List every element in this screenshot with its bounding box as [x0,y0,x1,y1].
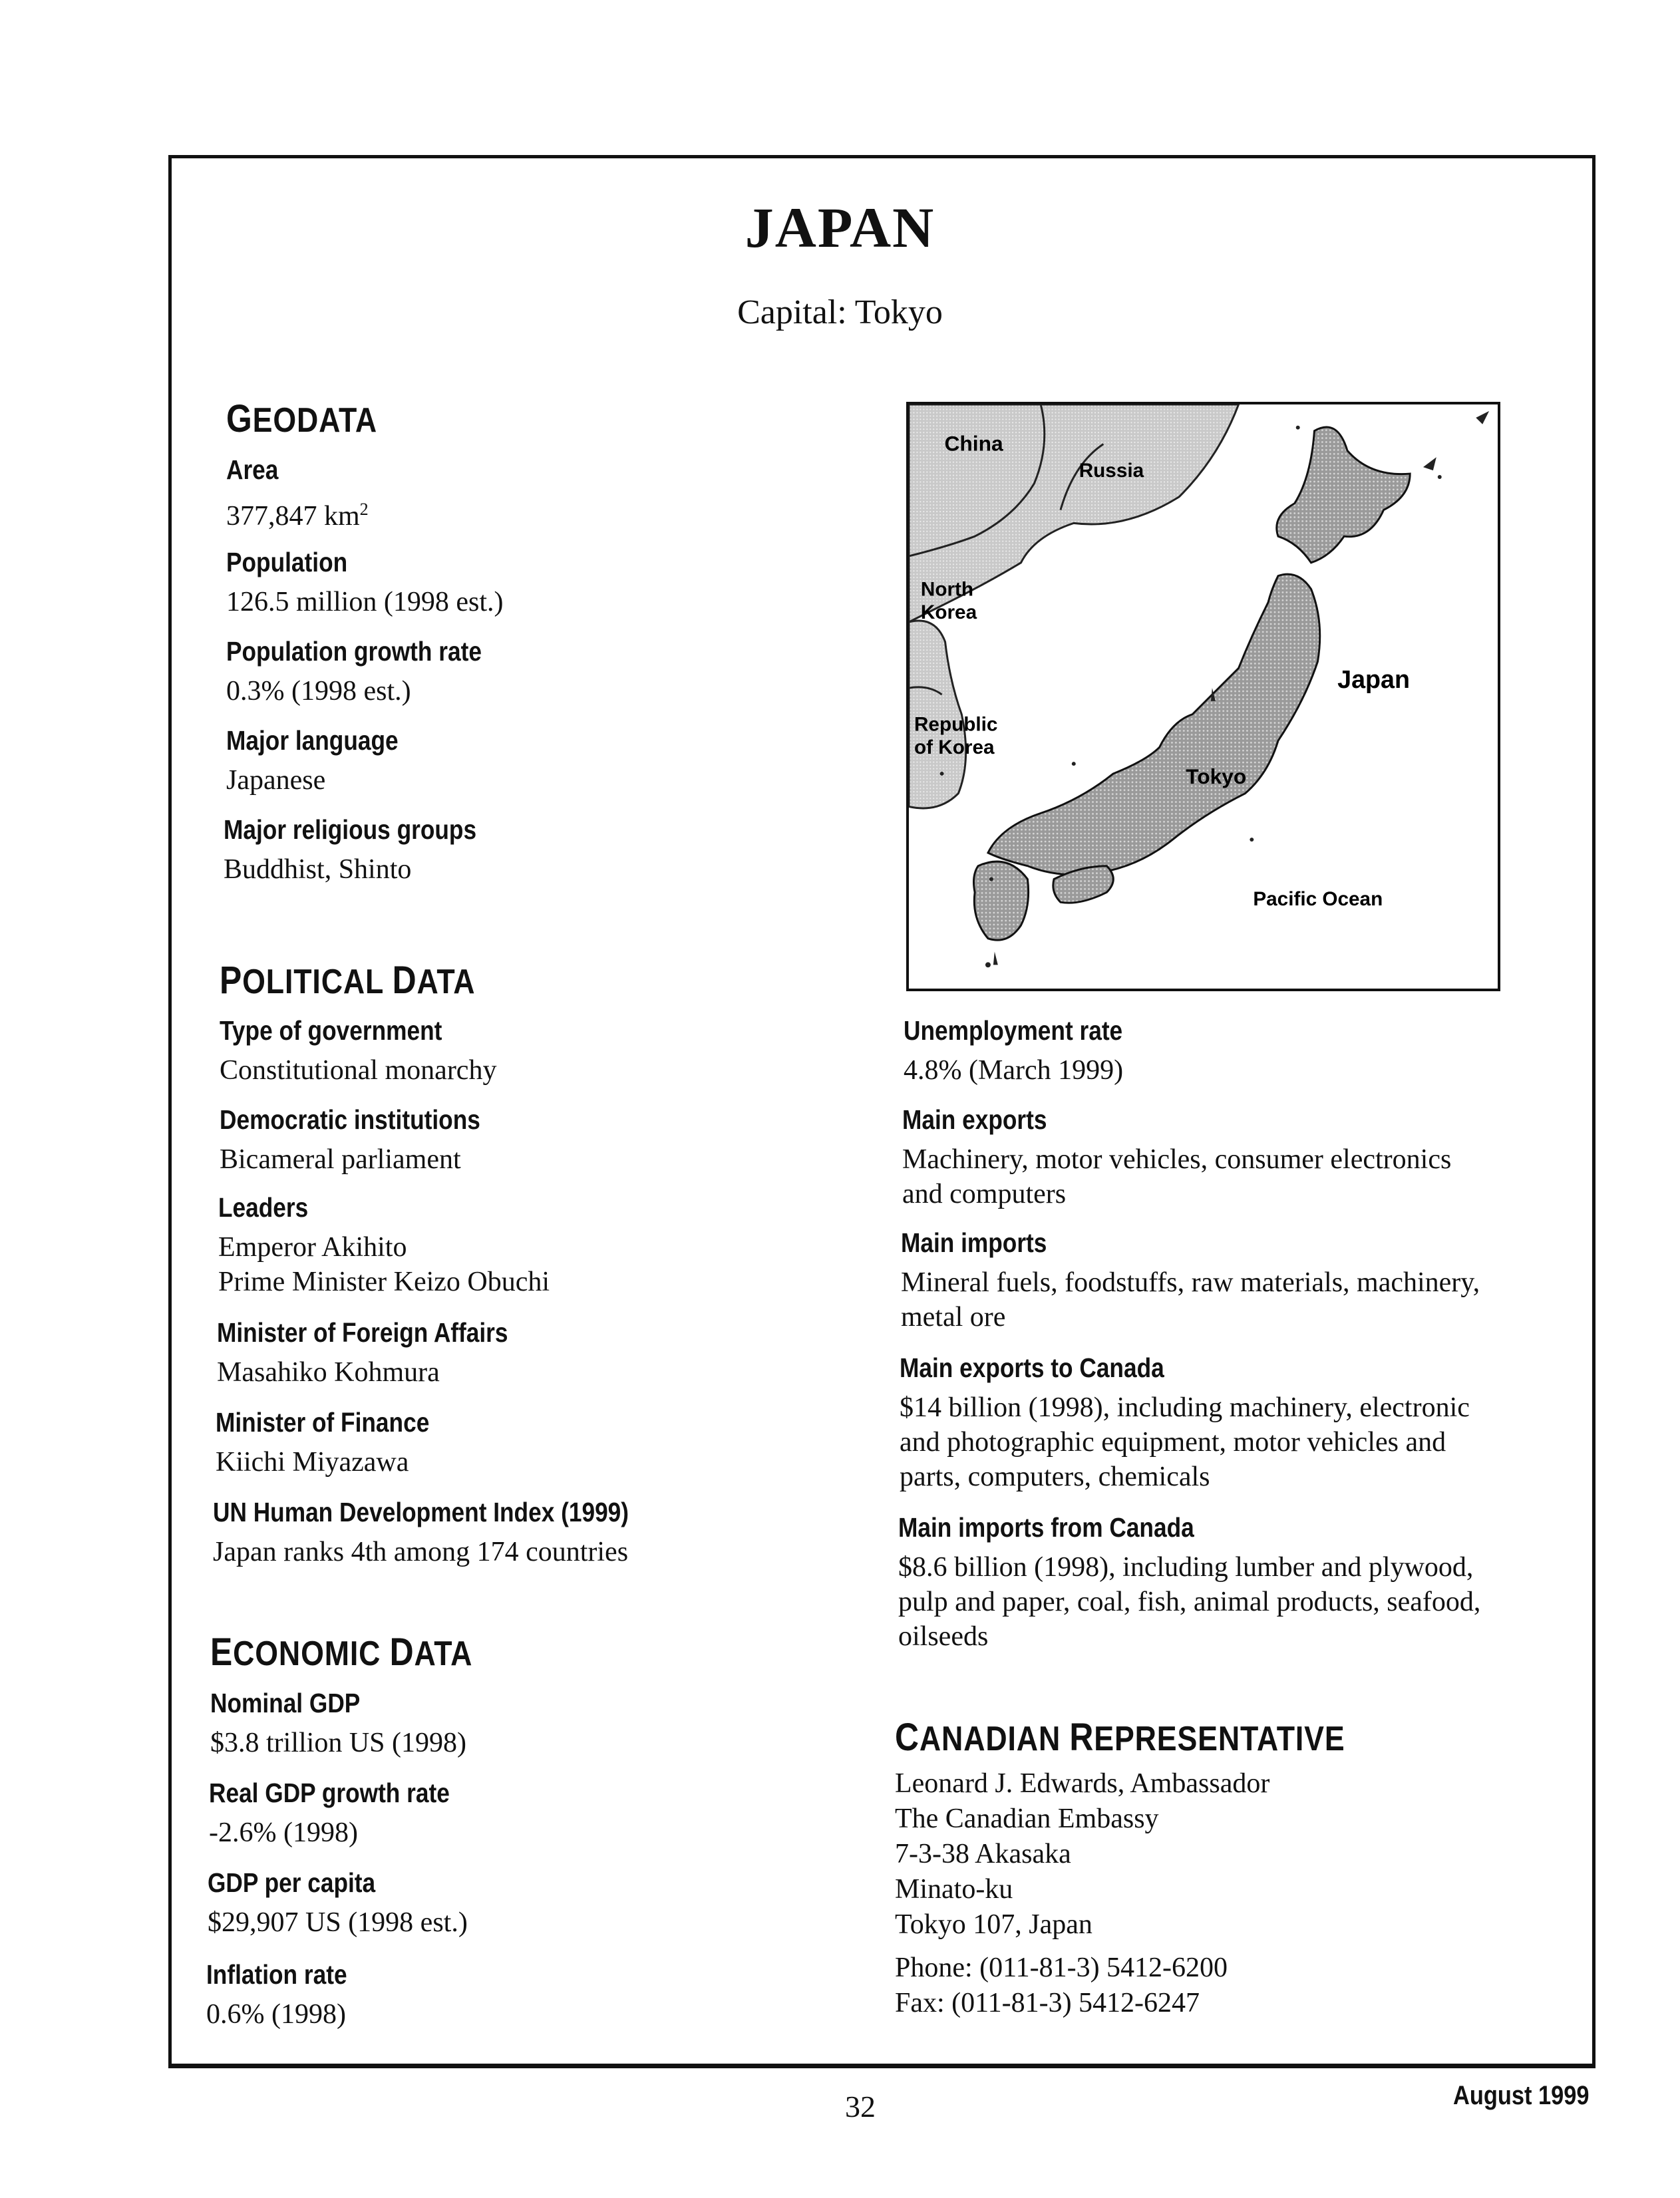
leaders-label: Leaders [218,1192,309,1223]
hokkaido-shape [1277,427,1410,563]
main-imports-label: Main imports [901,1227,1047,1258]
main-exports-label: Main exports [902,1104,1047,1135]
population-value: 126.5 million (1998 est.) [226,587,504,617]
foreign-affairs-field [217,1317,556,1390]
real-gdp-label: Real GDP growth rate [209,1778,450,1808]
main-exports-value [902,1142,1451,1211]
hdi-value: Japan ranks 4th among 174 countries [213,1537,629,1567]
honshu-shape [988,574,1320,875]
map-label-china: China [944,431,1003,456]
imports-from-canada-line-1: $8.6 billion (1998), including lumber and plywood, [898,1552,1474,1583]
unemployment-field [904,1015,1158,1088]
exports-to-canada-field [900,1352,1470,1494]
leaders-value [218,1230,550,1299]
leader-prime-minister: Prime Minister Keizo Obuchi [218,1267,550,1297]
population-field [226,547,503,619]
growth-field [226,636,523,708]
area-label: Area [226,454,279,485]
page-title: JAPAN [745,196,935,259]
economic-heading: ECONOMIC DATA [210,1631,473,1674]
institutions-field [220,1104,523,1177]
map-label-japan: Japan [1337,665,1410,694]
rep-city: Tokyo 107, Japan [895,1909,1092,1940]
unemployment-label: Unemployment rate [904,1015,1123,1046]
real-gdp-value: -2.6% (1998) [209,1817,358,1848]
population-label: Population [226,547,348,577]
page-number: 32 [845,2090,876,2123]
finance-value: Kiichi Miyazawa [216,1447,409,1478]
language-value: Japanese [226,765,326,796]
nominal-gdp-label: Nominal GDP [210,1688,361,1718]
kyushu-shape [973,862,1028,940]
capital-subtitle: Capital: Tokyo [737,293,943,331]
hdi-label: UN Human Development Index (1999) [213,1497,629,1527]
exports-to-canada-line-2: and photographic equipment, motor vehicles and [900,1427,1446,1458]
rep-name: Leonard J. Edwards, Ambassador [895,1768,1270,1799]
main-exports-field [902,1104,1451,1211]
religion-field [224,814,518,887]
exports-to-canada-value [900,1390,1470,1494]
political-heading: POLITICAL DATA [220,959,476,1002]
growth-value: 0.3% (1998 est.) [226,676,411,706]
finance-label: Minister of Finance [216,1407,430,1438]
map-label-north-korea-2: Korea [920,601,977,624]
language-label: Major language [226,725,399,756]
unemployment-value: 4.8% (March 1999) [904,1055,1124,1086]
exports-to-canada-line-3: parts, computers, chemicals [900,1462,1210,1492]
religion-label: Major religious groups [224,814,477,845]
map-label-north-korea-1: North [920,578,974,601]
inflation-field [206,1959,370,2032]
exports-to-canada-label: Main exports to Canada [900,1352,1164,1383]
map-label-russia: Russia [1079,460,1144,482]
publication-date: August 1999 [1453,2081,1590,2110]
government-value: Constitutional monarchy [220,1055,497,1086]
representative-heading: CANADIAN REPRESENTATIVE [895,1716,1345,1759]
area-field [226,454,369,534]
main-exports-line-2: and computers [902,1179,1067,1209]
main-imports-line-2: metal ore [901,1302,1006,1333]
nominal-gdp-value: $3.8 trillion US (1998) [210,1728,466,1758]
area-value: 377,847 $km^2$ [226,500,369,532]
leaders-field [218,1192,550,1299]
japan-map [906,402,1500,991]
foreign-affairs-label: Minister of Foreign Affairs [217,1317,508,1348]
government-label: Type of government [220,1015,442,1046]
map-graphic [909,404,1498,989]
nominal-gdp-field [210,1688,466,1760]
map-label-rok-1: Republic [914,713,998,736]
representative-contact [895,1766,1269,2021]
imports-from-canada-line-3: oilseeds [898,1621,989,1652]
language-field [226,725,426,798]
map-label-rok-2: of Korea [914,736,995,759]
map-label-pacific-ocean: Pacific Ocean [1253,888,1383,911]
inflation-label: Inflation rate [206,1959,347,1990]
government-field [220,1015,496,1088]
inflation-value: 0.6% (1998) [206,1999,346,2030]
foreign-affairs-value: Masahiko Kohmura [217,1357,440,1388]
finance-field [216,1407,464,1480]
imports-from-canada-label: Main imports from Canada [898,1512,1194,1543]
real-gdp-field [209,1778,489,1850]
gdp-per-capita-label: GDP per capita [208,1867,376,1898]
imports-from-canada-value [898,1550,1480,1654]
rep-ward: Minato-ku [895,1874,1013,1905]
institutions-label: Democratic institutions [220,1104,480,1135]
hdi-field [213,1497,697,1569]
exports-to-canada-line-1: $14 billion (1998), including machinery, electronic [900,1392,1470,1423]
main-imports-line-1: Mineral fuels, foodstuffs, raw materials, machinery, [901,1267,1480,1298]
leader-emperor: Emperor Akihito [218,1232,407,1263]
rep-street: 7-3-38 Akasaka [895,1839,1071,1869]
main-exports-line-1: Machinery, motor vehicles, consumer electronics [902,1144,1452,1175]
growth-label: Population growth rate [226,636,482,667]
main-imports-value [901,1265,1480,1334]
institutions-value: Bicameral parliament [220,1144,461,1175]
map-label-tokyo: Tokyo [1186,764,1247,788]
main-imports-field [901,1227,1480,1334]
religion-value: Buddhist, Shinto [224,854,412,885]
rep-fax: Fax: (011-81-3) 5412-6247 [895,1988,1200,2018]
gdp-per-capita-value: $29,907 US (1998 est.) [208,1907,468,1938]
rep-embassy: The Canadian Embassy [895,1804,1159,1834]
imports-from-canada-line-2: pulp and paper, coal, fish, animal products, seafood, [898,1587,1481,1617]
imports-from-canada-field [898,1512,1480,1654]
geodata-heading: GEODATA [226,397,378,440]
rep-phone: Phone: (011-81-3) 5412-6200 [895,1953,1228,1983]
gdp-per-capita-field [208,1867,468,1940]
